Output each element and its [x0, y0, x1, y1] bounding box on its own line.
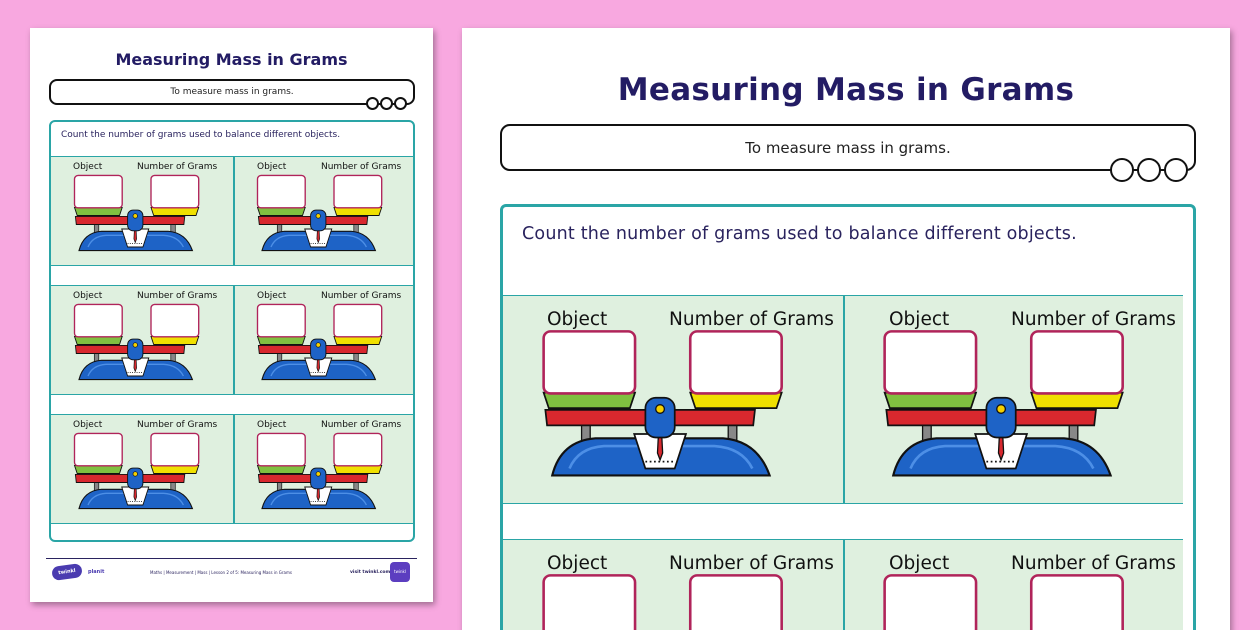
page-title-large: Measuring Mass in Grams [617, 72, 1075, 108]
number-of-grams-label: Number of Grams [137, 291, 218, 301]
activity-panel-large [500, 204, 1196, 630]
number-of-grams-label: Number of Grams [137, 420, 218, 430]
balance-scale-icon [51, 286, 233, 394]
number-of-grams-label: Number of Grams [321, 291, 402, 301]
footer-url: visit twinkl.com [350, 570, 391, 575]
object-label: Object [257, 291, 287, 301]
object-label: Object [257, 162, 287, 172]
objective-box [49, 79, 415, 105]
balance-scale-icon [51, 415, 233, 523]
footer-lesson-text: Maths | Measurement | Mass | Lesson 2 of 5: Measuring Mass in Grams [150, 570, 292, 575]
activity-cell [51, 414, 233, 524]
object-label: Object [73, 291, 103, 301]
activity-cell [503, 539, 843, 630]
object-label: Object [73, 162, 103, 172]
activity-cell [233, 414, 415, 524]
page-footer [46, 558, 417, 592]
activity-cell [843, 539, 1183, 630]
activity-cell [843, 295, 1183, 504]
balance-scale-icon [235, 157, 415, 265]
objective-box-large [500, 124, 1196, 171]
number-of-grams-label: Number of Grams [669, 309, 834, 330]
page-title: Measuring Mass in Grams [115, 50, 348, 69]
twinkl-badge-icon: twinkl [390, 562, 410, 582]
activity-panel [49, 120, 415, 542]
planit-brand: planit [88, 569, 105, 575]
worksheet-thumbnail [30, 28, 433, 602]
balance-scale-icon [51, 157, 233, 265]
activity-cell [233, 156, 415, 266]
object-label: Object [257, 420, 287, 430]
activity-cell [51, 285, 233, 395]
number-of-grams-label: Number of Grams [321, 162, 402, 172]
number-of-grams-label: Number of Grams [669, 553, 834, 574]
activity-cell [51, 156, 233, 266]
objective-text: To measure mass in grams. [170, 87, 294, 97]
number-of-grams-label: Number of Grams [1011, 553, 1176, 574]
object-label: Object [547, 309, 608, 330]
worksheet-zoomed [462, 28, 1230, 630]
activity-cell [503, 295, 843, 504]
progress-circles-icon [1107, 158, 1188, 182]
balance-scale-icon [235, 415, 415, 523]
activity-cell [233, 285, 415, 395]
object-label: Object [889, 553, 950, 574]
number-of-grams-label: Number of Grams [321, 420, 402, 430]
instruction-text-large: Count the number of grams used to balance different objects. [522, 224, 1077, 244]
object-label: Object [889, 309, 950, 330]
number-of-grams-label: Number of Grams [137, 162, 218, 172]
number-of-grams-label: Number of Grams [1011, 309, 1176, 330]
objective-text-large: To measure mass in grams. [745, 139, 951, 157]
balance-scale-icon [235, 286, 415, 394]
progress-circles-icon [365, 97, 407, 110]
object-label: Object [73, 420, 103, 430]
twinkl-logo-icon: twinkl [51, 563, 83, 581]
instruction-text: Count the number of grams used to balance different objects. [61, 130, 341, 140]
object-label: Object [547, 553, 608, 574]
